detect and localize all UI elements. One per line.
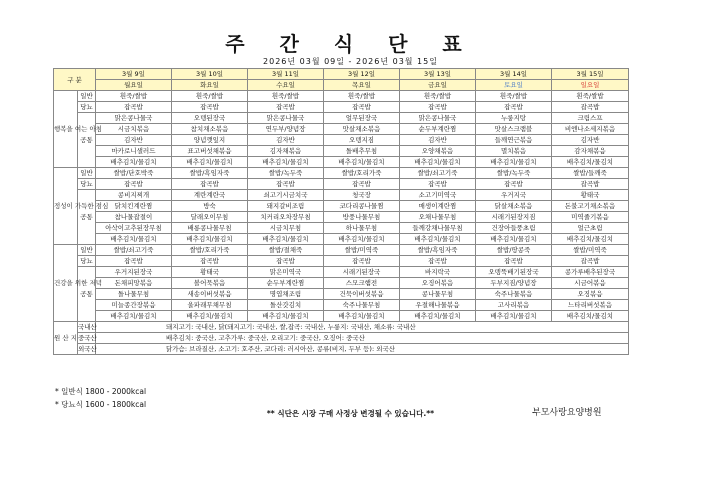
menu-cell: 맑은콩나물국 bbox=[400, 113, 476, 124]
menu-cell: 얼근초림 bbox=[552, 223, 629, 234]
menu-cell: 돌나물무침 bbox=[96, 289, 172, 300]
menu-cell: 시금어볶음 bbox=[552, 278, 629, 289]
menu-cell: 맛살스크램블 bbox=[476, 124, 552, 135]
menu-cell: 쌀밥/미역죽 bbox=[552, 245, 629, 256]
menu-cell: 오양채볶음 bbox=[400, 146, 476, 157]
menu-cell: 코다리콩나물찜 bbox=[324, 201, 400, 212]
menu-cell: 쌀밥/호리가죽 bbox=[324, 168, 400, 179]
menu-cell: 쌀밥/호리가죽 bbox=[172, 245, 248, 256]
menu-cell: 오징어볶음 bbox=[400, 278, 476, 289]
day-cell: 토요일 bbox=[476, 80, 552, 91]
origin-description: 닭가슴: 브라질산, 소고기: 호주산, 코다리: 러시아산, 콩류(비지, 두부 등): 외국산 bbox=[96, 344, 629, 355]
row-label: 당뇨 bbox=[78, 102, 96, 113]
menu-cell: 오채나물무침 bbox=[400, 212, 476, 223]
menu-cell: 잡곡밥 bbox=[96, 256, 172, 267]
origin-label: 원 산 지 bbox=[54, 322, 78, 355]
menu-cell: 방숙 bbox=[172, 201, 248, 212]
menu-cell: 오뎅뚝배기된장국 bbox=[476, 267, 552, 278]
date-cell: 3월 11일 bbox=[248, 69, 324, 80]
menu-cell: 스모크햄전 bbox=[324, 278, 400, 289]
menu-cell: 김자반 bbox=[552, 135, 629, 146]
menu-cell: 쌀밥/흑임자죽 bbox=[172, 168, 248, 179]
menu-cell: 배추김치/물김치 bbox=[96, 157, 172, 168]
menu-cell: 오뎅지짐 bbox=[324, 135, 400, 146]
origin-description: 돼지고기: 국내산, 닭(돼지고기: 국내산, 쌀,잡곡: 국내산, 누룽지: 국내산, 채소류: 국내산 bbox=[96, 322, 629, 333]
menu-cell: 김자반 bbox=[248, 135, 324, 146]
menu-cell: 잡곡밥 bbox=[172, 102, 248, 113]
menu-cell: 배추김치/물김치 bbox=[172, 311, 248, 322]
menu-cell: 황태국 bbox=[172, 267, 248, 278]
menu-cell: 배추김치/물김치 bbox=[324, 157, 400, 168]
menu-cell: 잡곡밥 bbox=[476, 179, 552, 190]
menu-cell: 콩비지찌개 bbox=[96, 190, 172, 201]
menu-cell: 쌀밥/녹두죽 bbox=[248, 168, 324, 179]
menu-cell: 울파래무채무침 bbox=[172, 300, 248, 311]
menu-cell: 참나물잡절이 bbox=[96, 212, 172, 223]
menu-cell: 잡곡밥 bbox=[324, 102, 400, 113]
menu-cell: 배추김치/물김치 bbox=[552, 311, 629, 322]
origin-country: 중국산 bbox=[78, 334, 97, 342]
menu-cell: 잡곡밥 bbox=[324, 256, 400, 267]
menu-cell: 명엽채조림 bbox=[248, 289, 324, 300]
menu-cell: 바지락국 bbox=[400, 267, 476, 278]
hospital-signature: 부모사랑요양병원 bbox=[532, 408, 602, 418]
menu-cell: 고사리볶음 bbox=[476, 300, 552, 311]
menu-cell: 돼지갈비조림 bbox=[248, 201, 324, 212]
menu-cell: 비엔나소세지볶음 bbox=[552, 124, 629, 135]
menu-cell: 참치채소볶음 bbox=[172, 124, 248, 135]
date-cell: 3월 15일 bbox=[552, 69, 629, 80]
menu-cell: 건장아들풍초림 bbox=[476, 223, 552, 234]
menu-cell: 잡곡밥 bbox=[248, 179, 324, 190]
menu-cell: 소고기미역국 bbox=[400, 190, 476, 201]
row-label-common: 공통 bbox=[78, 113, 96, 168]
menu-cell: 오징볶음 bbox=[552, 289, 629, 300]
menu-cell: 쌀밥/단호박죽 bbox=[96, 168, 172, 179]
menu-cell: 김자반 bbox=[96, 135, 172, 146]
menu-cell: 잡곡밥 bbox=[248, 102, 324, 113]
page-title: 주 간 식 단 표 bbox=[225, 32, 476, 56]
menu-cell: 잡곡밥 bbox=[400, 256, 476, 267]
menu-cell: 맑은콩나물국 bbox=[96, 113, 172, 124]
menu-cell: 우거지국 bbox=[476, 190, 552, 201]
meal-section-label: 건강을 위한 저녁 bbox=[54, 245, 78, 322]
note-general: * 일반식 1800 - 2000kcal bbox=[55, 387, 147, 396]
meal-section-label: 정성이 가득한 점심 bbox=[54, 168, 78, 245]
period-label: 2026년 03월 09일 - 2026년 03월 15일 bbox=[263, 57, 438, 66]
menu-cell: 배롱콩나물무침 bbox=[172, 223, 248, 234]
menu-cell: 잡곡밥 bbox=[248, 256, 324, 267]
meal-section-label: 행복을 여는 아침 bbox=[54, 91, 78, 168]
menu-cell: 치커리오차장무침 bbox=[248, 212, 324, 223]
menu-cell: 잡곡밥 bbox=[476, 102, 552, 113]
menu-cell: 연두부/양념장 bbox=[248, 124, 324, 135]
menu-cell: 아삭이고추된장무침 bbox=[96, 223, 172, 234]
menu-cell: 쌀밥/땅콩죽 bbox=[476, 245, 552, 256]
menu-cell: 김자채볶음 bbox=[248, 146, 324, 157]
menu-cell: 배추김치/물김치 bbox=[248, 157, 324, 168]
menu-cell: 잡곡밥 bbox=[172, 256, 248, 267]
date-cell: 3월 14일 bbox=[476, 69, 552, 80]
day-cell: 화요일 bbox=[172, 80, 248, 91]
menu-cell: 맛살채소볶음 bbox=[324, 124, 400, 135]
menu-cell: 김자반 bbox=[400, 135, 476, 146]
menu-table bbox=[53, 68, 629, 355]
row-label: 당뇨 bbox=[78, 256, 96, 267]
menu-cell: 배추김치/물김치 bbox=[400, 157, 476, 168]
menu-cell: 배추김치/물김치 bbox=[400, 234, 476, 245]
menu-cell: 숙주나물볶음 bbox=[476, 289, 552, 300]
menu-cell: 쌀밥/쇠고기죽 bbox=[96, 245, 172, 256]
menu-cell: 마카로니샐러드 bbox=[96, 146, 172, 157]
menu-cell: 계란계란국 bbox=[172, 190, 248, 201]
menu-cell: 배추김치/물김치 bbox=[248, 311, 324, 322]
row-label-common: 공통 bbox=[78, 190, 96, 245]
menu-cell: 잡곡밥 bbox=[476, 256, 552, 267]
menu-cell: 쌀밥/흑임자죽 bbox=[400, 245, 476, 256]
menu-cell: 맑은콩나물국 bbox=[248, 113, 324, 124]
menu-cell: 시금치무침 bbox=[248, 223, 324, 234]
menu-cell: 멸치볶음 bbox=[476, 146, 552, 157]
menu-cell: 배추김치/물김치 bbox=[324, 311, 400, 322]
menu-cell: 오뎅된장국 bbox=[172, 113, 248, 124]
menu-cell: 건묵이버섯볶음 bbox=[324, 289, 400, 300]
menu-cell: 흰죽/쌀밥 bbox=[476, 91, 552, 102]
menu-cell: 표고버섯채볶음 bbox=[172, 146, 248, 157]
menu-cell: 돈불고기채소볶음 bbox=[552, 201, 629, 212]
row-label: 일반 bbox=[78, 245, 96, 256]
menu-cell: 시래기된장국 bbox=[324, 267, 400, 278]
origin-description: 배추김치: 중국산, 고추가루: 중국산, 오리고기: 중국산, 오징어: 중국산 bbox=[96, 333, 629, 344]
menu-cell: 흰죽/쌀밥 bbox=[400, 91, 476, 102]
menu-cell: 잡곡밥 bbox=[552, 179, 629, 190]
menu-cell: 배추김치/물김치 bbox=[172, 234, 248, 245]
date-cell: 3월 12일 bbox=[324, 69, 400, 80]
menu-cell: 순두부계란찜 bbox=[248, 278, 324, 289]
menu-cell: 배추김치/물김치 bbox=[96, 234, 172, 245]
menu-cell: 잡곡밥 bbox=[400, 102, 476, 113]
menu-cell: 흰죽/쌀밥 bbox=[96, 91, 172, 102]
date-cell: 3월 10일 bbox=[172, 69, 248, 80]
day-cell: 월요일 bbox=[96, 80, 172, 91]
day-cell: 금요일 bbox=[400, 80, 476, 91]
header-label: 구 분 bbox=[54, 69, 96, 91]
menu-cell: 미역줄기볶음 bbox=[552, 212, 629, 223]
menu-cell: 쇠고기시금치국 bbox=[248, 190, 324, 201]
menu-cell: 닭치킨계란찜 bbox=[96, 201, 172, 212]
menu-cell: 잡곡밥 bbox=[400, 179, 476, 190]
menu-cell: 느타리버섯볶음 bbox=[552, 300, 629, 311]
menu-cell: 흰죽/쌀밥 bbox=[172, 91, 248, 102]
menu-cell: 배추김치/물김치 bbox=[552, 234, 629, 245]
day-cell: 일요일 bbox=[552, 80, 629, 91]
menu-cell: 배추김치/물김치 bbox=[96, 311, 172, 322]
menu-cell: 쌀밥/쇠고기죽 bbox=[400, 168, 476, 179]
menu-cell: 양념깻잎지 bbox=[172, 135, 248, 146]
menu-cell: 누룽지탕 bbox=[476, 113, 552, 124]
menu-cell: 흰죽/쌀밥 bbox=[552, 91, 629, 102]
origin-country: 국내산 bbox=[78, 323, 97, 331]
menu-cell: 우절해나물볶음 bbox=[400, 300, 476, 311]
menu-cell: 우거지된장국 bbox=[96, 267, 172, 278]
menu-cell: 배추김치/물김치 bbox=[476, 157, 552, 168]
menu-cell: 미늘종간장볶음 bbox=[96, 300, 172, 311]
menu-cell: 매생이계란찜 bbox=[400, 201, 476, 212]
menu-cell: 돈채피망볶음 bbox=[96, 278, 172, 289]
day-cell: 수요일 bbox=[248, 80, 324, 91]
menu-cell: 들깨연근볶음 bbox=[476, 135, 552, 146]
menu-cell: 새송이버섯볶음 bbox=[172, 289, 248, 300]
row-label: 당뇨 bbox=[78, 179, 96, 190]
row-label: 일반 bbox=[78, 168, 96, 179]
menu-cell: 콩가루배추된장국 bbox=[552, 267, 629, 278]
menu-cell: 하나물무침 bbox=[324, 223, 400, 234]
menu-cell: 돌배추무침 bbox=[324, 146, 400, 157]
menu-cell: 크림스프 bbox=[552, 113, 629, 124]
row-label: 일반 bbox=[78, 91, 96, 102]
row-label-common: 공통 bbox=[78, 267, 96, 322]
menu-cell: 배추김치/물김치 bbox=[476, 234, 552, 245]
menu-cell: 배추김치/물김치 bbox=[248, 234, 324, 245]
menu-cell: 돌산갓김치 bbox=[248, 300, 324, 311]
menu-cell: 배추김치/물김치 bbox=[476, 311, 552, 322]
menu-cell: 쌀밥/절채죽 bbox=[248, 245, 324, 256]
menu-cell: 황태국 bbox=[552, 190, 629, 201]
menu-cell: 잡곡밥 bbox=[324, 179, 400, 190]
menu-cell: 쌀밥/녹두죽 bbox=[476, 168, 552, 179]
menu-cell: 잡곡밥 bbox=[552, 102, 629, 113]
menu-cell: 배추김치/물김치 bbox=[172, 157, 248, 168]
menu-cell: 흰죽/쌀밥 bbox=[324, 91, 400, 102]
menu-change-notice: ** 식단은 시장 구매 사정상 변경될 수 있습니다.** bbox=[266, 409, 435, 418]
menu-cell: 들깨강채나물무침 bbox=[400, 223, 476, 234]
menu-cell: 숙주나물무침 bbox=[324, 300, 400, 311]
menu-cell: 시금치볶음 bbox=[96, 124, 172, 135]
menu-cell: 배추김치/물김치 bbox=[400, 311, 476, 322]
menu-cell: 두부지짐/양념장 bbox=[476, 278, 552, 289]
origin-country: 외국산 bbox=[78, 345, 97, 353]
menu-cell: 청국장 bbox=[324, 190, 400, 201]
menu-cell: 잡곡밥 bbox=[96, 179, 172, 190]
menu-cell: 볼어묵볶음 bbox=[172, 278, 248, 289]
menu-cell: 콩나물무침 bbox=[400, 289, 476, 300]
note-diabetic: * 당뇨식 1600 - 1800kcal bbox=[55, 400, 147, 409]
menu-cell: 흰죽/쌀밥 bbox=[248, 91, 324, 102]
menu-cell: 잡곡밥 bbox=[96, 102, 172, 113]
menu-cell: 맑은미역국 bbox=[248, 267, 324, 278]
menu-cell: 얼무된장국 bbox=[324, 113, 400, 124]
menu-cell: 잡곡밥 bbox=[172, 179, 248, 190]
day-cell: 목요일 bbox=[324, 80, 400, 91]
menu-cell: 시래기된장지짐 bbox=[476, 212, 552, 223]
menu-cell: 배추김치/물김치 bbox=[324, 234, 400, 245]
menu-cell: 닭살채소볶음 bbox=[476, 201, 552, 212]
menu-cell: 쌀밥/들깨죽 bbox=[552, 168, 629, 179]
menu-cell: 배추김치/물김치 bbox=[552, 157, 629, 168]
menu-cell: 달래오이무침 bbox=[172, 212, 248, 223]
menu-cell: 잡곡밥 bbox=[552, 256, 629, 267]
menu-cell: 순두부계란찜 bbox=[400, 124, 476, 135]
date-cell: 3월 13일 bbox=[400, 69, 476, 80]
date-cell: 3월 9일 bbox=[96, 69, 172, 80]
menu-cell: 쌀밥/미역죽 bbox=[324, 245, 400, 256]
menu-cell: 감자채볶음 bbox=[552, 146, 629, 157]
menu-cell: 방풍나물무침 bbox=[324, 212, 400, 223]
